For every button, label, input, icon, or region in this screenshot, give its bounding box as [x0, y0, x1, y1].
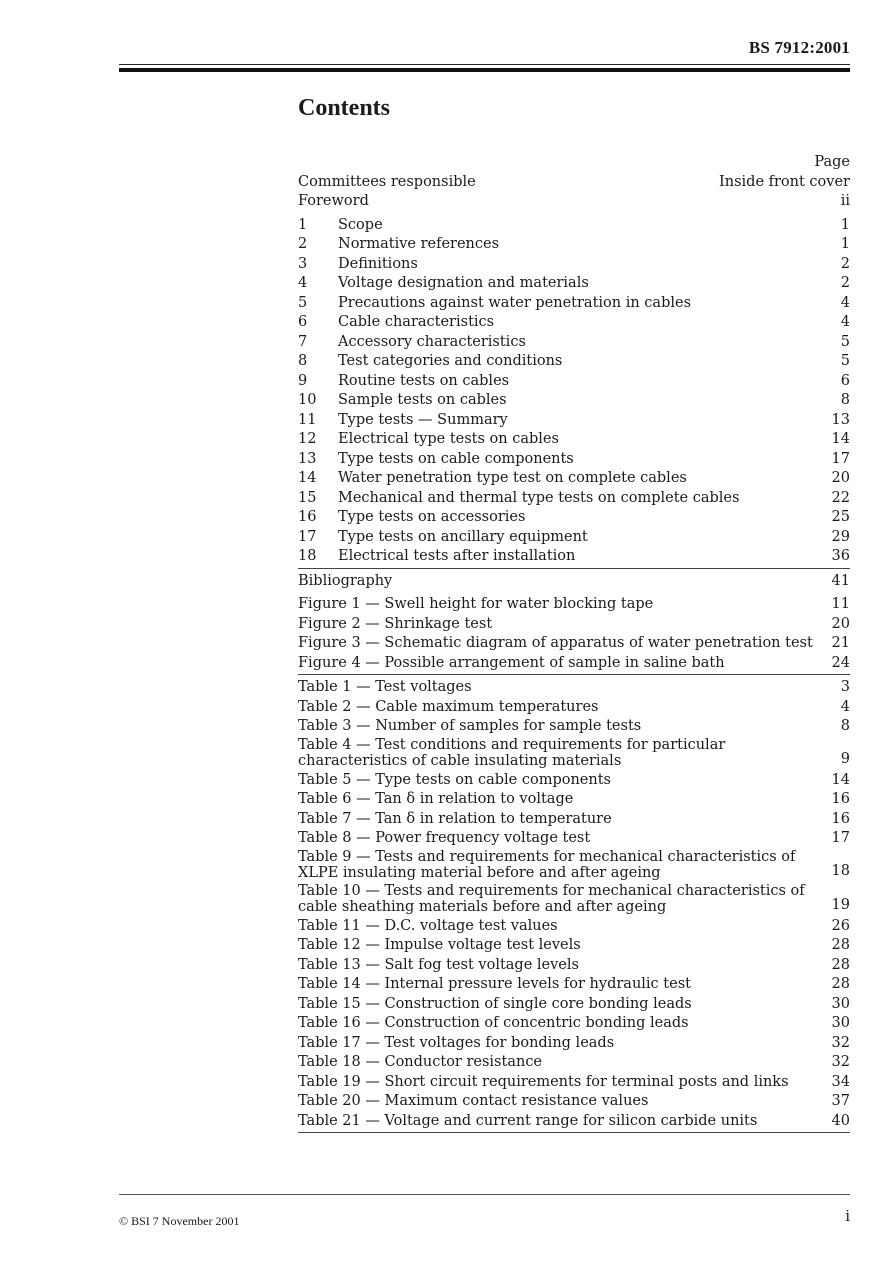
- table-page: 4: [840, 698, 850, 715]
- toc-table-entry[interactable]: [298, 917, 850, 937]
- toc-table-entry[interactable]: [298, 829, 850, 849]
- figure-title: Figure 3 — Schematic diagram of apparatus of water penetration test: [298, 635, 813, 651]
- clause-title: Type tests on ancillary equipment: [338, 528, 588, 545]
- clause-title: Accessory characteristics: [338, 333, 526, 350]
- toc-table-entry[interactable]: [298, 790, 850, 810]
- clause-page: 5: [840, 333, 850, 350]
- clause-number: 14: [298, 470, 317, 486]
- toc-table-entry[interactable]: [298, 1053, 850, 1073]
- clause-page: 17: [831, 450, 850, 467]
- clause-title: Voltage designation and materials: [338, 275, 589, 291]
- clause-title: Normative references: [338, 236, 500, 252]
- page-column-header: [298, 153, 850, 173]
- table-title: Table 10 — Tests and requirements for mechanical characteristics of cable sheathing materials before and after ageing: [298, 882, 805, 915]
- toc-entry-committees[interactable]: [298, 173, 850, 193]
- toc-entry-text: Foreword: [298, 193, 369, 209]
- toc-clause-entry[interactable]: [298, 411, 850, 431]
- clause-page: 8: [840, 392, 850, 408]
- clause-title: Sample tests on cables: [338, 392, 507, 408]
- figure-title: Figure 4 — Possible arrangement of sample in saline bath: [298, 654, 725, 671]
- figure-title: Figure 1 — Swell height for water blocking tape: [298, 596, 654, 612]
- toc-table-entry[interactable]: [298, 678, 850, 698]
- table-page: 18: [831, 863, 850, 879]
- toc-clause-entry[interactable]: [298, 528, 850, 548]
- table-title: Table 9 — Tests and requirements for mechanical characteristics of XLPE insulating material before and after ageing: [298, 848, 796, 881]
- clause-title: Type tests — Summary: [338, 411, 508, 428]
- figure-page: 21: [831, 635, 850, 651]
- clause-title: Electrical type tests on cables: [338, 431, 559, 447]
- toc-table-entry[interactable]: [298, 1034, 850, 1054]
- table-page: 40: [831, 1112, 850, 1129]
- clause-page: 25: [831, 509, 850, 525]
- clause-number: 7: [298, 333, 308, 350]
- footer-page-number: i: [845, 1207, 850, 1225]
- clause-number: 18: [298, 548, 317, 564]
- toc-clause-entry[interactable]: [298, 430, 850, 450]
- table-page: 16: [831, 810, 850, 827]
- table-page: 17: [831, 830, 850, 846]
- toc-table-entry[interactable]: [298, 956, 850, 976]
- clause-number: 2: [298, 236, 308, 252]
- clause-page: 36: [831, 548, 850, 564]
- clause-page: 20: [831, 470, 850, 486]
- table-title: Table 11 — D.C. voltage test values: [298, 917, 558, 934]
- clause-title: Test categories and conditions: [338, 353, 563, 369]
- clause-page: 6: [840, 372, 850, 389]
- table-title: Table 21 — Voltage and current range for silicon carbide units: [298, 1112, 758, 1129]
- clause-title: Mechanical and thermal type tests on complete cables: [338, 489, 740, 506]
- table-title: Table 19 — Short circuit requirements for terminal posts and links: [298, 1073, 789, 1090]
- clause-page: 13: [831, 411, 850, 428]
- header-rule-thin: [119, 64, 850, 65]
- clause-title: Routine tests on cables: [338, 372, 510, 389]
- toc-table-entry[interactable]: [298, 771, 850, 791]
- table-title: Table 7 — Tan δ in relation to temperature: [298, 810, 612, 827]
- table-page: 32: [831, 1054, 850, 1070]
- toc-clause-entry[interactable]: [298, 450, 850, 470]
- toc-clause-entry[interactable]: [298, 294, 850, 314]
- clause-page: 22: [831, 489, 850, 506]
- toc-entry-text: Committees responsible: [298, 173, 476, 190]
- toc-figure-entry[interactable]: [298, 615, 850, 635]
- table-page: 28: [831, 956, 850, 973]
- toc-clause-entry[interactable]: [298, 469, 850, 489]
- clause-page: 2: [840, 255, 850, 272]
- clause-page: 29: [831, 528, 850, 545]
- toc-table-entry[interactable]: [298, 810, 850, 830]
- clause-page: 4: [840, 294, 850, 311]
- table-page: 28: [831, 937, 850, 953]
- clause-number: 4: [298, 275, 308, 291]
- table-page: 3: [840, 679, 850, 695]
- clause-number: 5: [298, 294, 308, 311]
- toc-clause-entry[interactable]: [298, 333, 850, 353]
- clause-number: 11: [298, 411, 317, 428]
- toc-entry-page: ii: [840, 193, 850, 209]
- clause-number: 15: [298, 489, 317, 506]
- table-page: 26: [831, 917, 850, 934]
- toc-clause-entry[interactable]: [298, 489, 850, 509]
- toc-table-entry[interactable]: [298, 1014, 850, 1034]
- table-title: Table 15 — Construction of single core bonding leads: [298, 995, 692, 1012]
- toc-table-entry[interactable]: [298, 936, 850, 956]
- clause-number: 17: [298, 528, 317, 545]
- clause-page: 5: [840, 353, 850, 369]
- table-page: 14: [831, 771, 850, 788]
- toc-clause-entry[interactable]: [298, 274, 850, 294]
- table-page: 30: [831, 1015, 850, 1031]
- toc-clause-entry[interactable]: [298, 235, 850, 255]
- clause-title: Type tests on cable components: [338, 450, 574, 467]
- clause-number: 13: [298, 450, 317, 467]
- table-title: Table 18 — Conductor resistance: [298, 1054, 543, 1070]
- tables-group: [298, 678, 850, 1133]
- clause-number: 10: [298, 392, 317, 408]
- table-title: Table 6 — Tan δ in relation to voltage: [298, 791, 574, 807]
- table-page: 16: [831, 791, 850, 807]
- table-page: 37: [831, 1093, 850, 1109]
- table-title: Table 20 — Maximum contact resistance values: [298, 1093, 649, 1109]
- table-title: Table 12 — Impulse voltage test levels: [298, 937, 581, 953]
- toc-clause-entry[interactable]: [298, 216, 850, 236]
- clause-title: Cable characteristics: [338, 314, 495, 330]
- table-title: Table 17 — Test voltages for bonding leads: [298, 1034, 615, 1051]
- clause-number: 8: [298, 353, 308, 369]
- toc-table-entry[interactable]: [298, 883, 850, 917]
- toc-table-entry[interactable]: [298, 1112, 850, 1132]
- toc-clause-entry[interactable]: [298, 547, 850, 567]
- clause-number: 3: [298, 255, 308, 272]
- toc-table-entry[interactable]: [298, 995, 850, 1015]
- standard-number: BS 7912:2001: [748, 38, 850, 57]
- toc-entry-page: 41: [831, 572, 850, 589]
- clause-page: 1: [840, 236, 850, 252]
- clause-page: 2: [840, 275, 850, 291]
- clause-title: Precautions against water penetration in cables: [338, 294, 692, 311]
- clause-number: 12: [298, 431, 317, 447]
- table-title: Table 1 — Test voltages: [298, 679, 472, 695]
- toc-figure-entry[interactable]: [298, 634, 850, 654]
- toc-clause-entry[interactable]: [298, 255, 850, 275]
- figure-page: 20: [831, 615, 850, 632]
- toc-figure-entry[interactable]: [298, 595, 850, 615]
- toc-clause-entry[interactable]: [298, 508, 850, 528]
- table-title: Table 16 — Construction of concentric bonding leads: [298, 1015, 689, 1031]
- table-title: Table 8 — Power frequency voltage test: [298, 830, 591, 846]
- toc-entry-text: Bibliography: [298, 572, 393, 589]
- table-page: 32: [831, 1034, 850, 1051]
- table-title: Table 14 — Internal pressure levels for hydraulic test: [298, 976, 691, 992]
- table-page: 9: [840, 751, 850, 767]
- toc-entry-bibliography[interactable]: [298, 572, 850, 592]
- table-title: Table 2 — Cable maximum temperatures: [298, 698, 599, 715]
- toc-figure-entry[interactable]: [298, 654, 850, 674]
- clause-number: 16: [298, 509, 317, 525]
- toc-clause-entry[interactable]: [298, 372, 850, 392]
- toc-table-entry[interactable]: [298, 1073, 850, 1093]
- figure-page: 11: [831, 596, 850, 612]
- clause-page: 1: [840, 216, 850, 233]
- clause-number: 1: [298, 216, 308, 233]
- table-of-contents: [298, 153, 850, 1136]
- clause-number: 6: [298, 314, 308, 330]
- toc-table-entry[interactable]: [298, 1092, 850, 1112]
- clause-number: 9: [298, 372, 308, 389]
- table-page: 19: [831, 897, 850, 913]
- footer-copyright: © BSI 7 November 2001: [119, 1214, 240, 1228]
- toc-entry-page: Inside front cover: [719, 173, 850, 190]
- clause-page: 4: [840, 314, 850, 330]
- toc-table-entry[interactable]: [298, 849, 850, 883]
- header-rule-thick: [119, 68, 850, 72]
- figure-page: 24: [831, 654, 850, 671]
- table-title: Table 5 — Type tests on cable components: [298, 771, 611, 788]
- footer-rule: [119, 1194, 850, 1195]
- clause-page: 14: [831, 431, 850, 447]
- clause-title: Definitions: [338, 255, 418, 272]
- table-page: 28: [831, 976, 850, 992]
- table-title: Table 3 — Number of samples for sample tests: [298, 718, 642, 734]
- clause-title: Electrical tests after installation: [338, 548, 576, 564]
- clause-title: Type tests on accessories: [338, 509, 526, 525]
- toc-table-entry[interactable]: [298, 698, 850, 718]
- clause-title: Scope: [338, 216, 383, 233]
- toc-table-entry[interactable]: [298, 737, 850, 771]
- toc-clause-entry[interactable]: [298, 391, 850, 411]
- table-page: 8: [840, 718, 850, 734]
- page-column-label: Page: [814, 154, 850, 170]
- toc-table-entry[interactable]: [298, 717, 850, 737]
- table-page: 30: [831, 995, 850, 1012]
- toc-table-entry[interactable]: [298, 975, 850, 995]
- clauses-group: [298, 216, 850, 569]
- table-page: 34: [831, 1073, 850, 1090]
- figures-group: [298, 595, 850, 675]
- toc-clause-entry[interactable]: [298, 313, 850, 333]
- toc-clause-entry[interactable]: [298, 352, 850, 372]
- table-title: Table 4 — Test conditions and requirements for particular characteristics of cable insulating materials: [298, 736, 726, 769]
- figure-title: Figure 2 — Shrinkage test: [298, 615, 493, 632]
- table-title: Table 13 — Salt fog test voltage levels: [298, 956, 579, 973]
- toc-entry-foreword[interactable]: [298, 192, 850, 212]
- page-title: Contents: [298, 95, 391, 121]
- clause-title: Water penetration type test on complete cables: [338, 470, 687, 486]
